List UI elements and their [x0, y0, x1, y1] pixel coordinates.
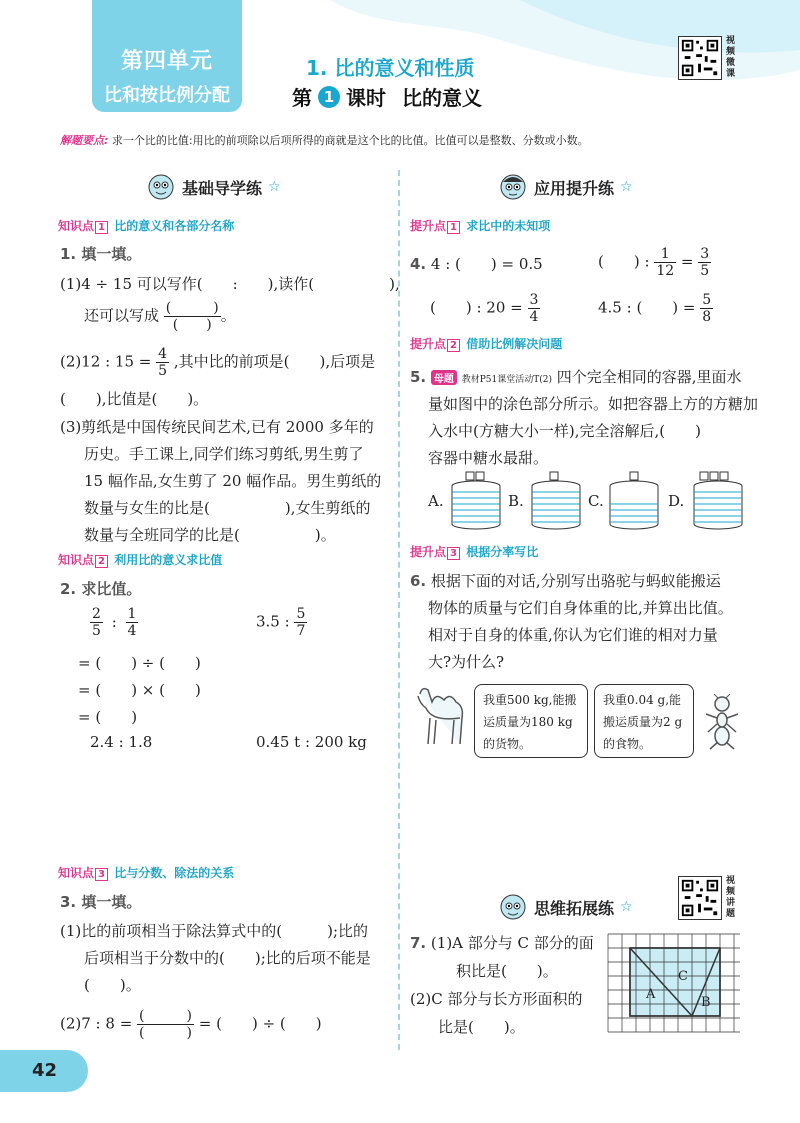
q2-step3: = ( ) [78, 708, 138, 726]
textbook-reference: 教材P51课堂活动T(2) [461, 375, 552, 385]
q7-2-line2: 比是( )。 [438, 1018, 525, 1036]
q4-d: 4.5 : ( ) = $\frac{5}{8}$ [598, 292, 712, 325]
kp-tag: 知识点 [58, 219, 95, 233]
qr-label-bottom: 视频讲题 [726, 876, 736, 919]
section-apply-title: 应用提升练 [534, 178, 615, 198]
q1-title: 1. 填一填。 [60, 245, 142, 263]
section-head-apply [498, 172, 633, 202]
camel-speech-bubble: 我重500 kg,能搬运质量为180 kg的货物。 [474, 684, 588, 758]
kp-title: 比与分数、除法的关系 [114, 866, 235, 880]
kp-title: 比的意义和各部分名称 [114, 219, 235, 233]
q1-1-blank-fraction[interactable]: $\frac{( )}{( )}$ [165, 300, 219, 333]
grid-figure [606, 932, 742, 1044]
kp-title: 利用比的意义求比值 [114, 553, 223, 567]
column-divider [398, 170, 400, 1050]
tip-text: 求一个比的比值:用比的前项除以后项所得的商就是这个比的比值。比值可以是整数、分数或小数。 [111, 134, 589, 147]
container-b [528, 470, 584, 532]
q1-3-line5: 数量与全班同学的比是( )。 [84, 526, 336, 544]
q4-c: ( ) : 20 = $\frac{3}{4}$ [430, 292, 539, 325]
mascot-icon [146, 172, 176, 202]
knowledge-point-2 [58, 551, 222, 568]
mascot-icon [498, 892, 528, 922]
qr-label-top: 视频微课 [726, 36, 736, 79]
lesson-suffix: 课时 [346, 86, 386, 110]
q3-2-line: (2)7 : 8 = $\frac{( )}{( )}$ = ( ) ÷ ( ) [60, 1008, 322, 1041]
up-title: 求比中的未知项 [466, 219, 551, 233]
star-icon: ☆ [620, 899, 633, 915]
q5-line2: 量如图中的涂色部分所示。如把容器上方的方糖加 [428, 395, 759, 413]
up-tag: 提升点 [410, 337, 447, 351]
q1-1-line1: (1)4 ÷ 15 可以写作( : ),读作( ), [60, 275, 400, 293]
q5-line1: 5. 母题 教材P51课堂活动T(2) 四个完全相同的容器,里面水 [410, 368, 742, 386]
q2-c-expression: 2.4 : 1.8 [90, 733, 153, 751]
q6-line3: 相对于自身的体重,你认为它们谁的相对力量 [428, 626, 718, 644]
lesson-number: 1 [318, 86, 340, 108]
container-c [606, 470, 662, 532]
q1-3-line1: (3)剪纸是中国传统民间艺术,已有 2000 多年的 [60, 418, 374, 436]
q7-1-line2: 积比是( )。 [456, 962, 558, 980]
qr-code-icon[interactable] [678, 36, 722, 80]
up-title: 借助比例解决问题 [466, 337, 563, 351]
up-tag: 提升点 [410, 219, 447, 233]
knowledge-point-3 [58, 864, 234, 881]
lesson-prefix: 第 [292, 86, 312, 110]
q5-line4: 容器中糖水最甜。 [428, 449, 549, 467]
section-title: 1. 比的意义和性质 [306, 56, 475, 80]
option-c-label[interactable]: C. [588, 492, 604, 510]
q7-1-line1: 7. (1)A 部分与 C 部分的面 [410, 934, 594, 952]
q2-a-expression: $\frac{2}{5}$ : $\frac{1}{4}$ [92, 606, 137, 639]
star-icon: ☆ [620, 179, 633, 195]
page-number: 42 [0, 1050, 88, 1092]
q1-2-line1 [60, 346, 375, 379]
q3-1-line1: (1)比的前项相当于除法算式中的( );比的 [60, 922, 369, 940]
q7-2-line1: (2)C 部分与长方形面积的 [410, 990, 583, 1008]
unit-title: 第四单元 [120, 49, 213, 74]
q2-d-expression: 0.45 t : 200 kg [256, 733, 367, 751]
q4-a: 4. 4 : ( ) = 0.5 [410, 255, 543, 273]
grid-label-c: C [678, 969, 688, 984]
container-d [688, 470, 748, 532]
lesson-title [292, 82, 482, 111]
up-title: 根据分率写比 [466, 545, 539, 559]
q4-b: ( ) : $\frac{1}{12}$ = $\frac{3}{5}$ [598, 246, 710, 279]
q3-title: 3. 填一填。 [60, 893, 142, 911]
q2-step1: = ( ) ÷ ( ) [78, 654, 201, 672]
kp-tag: 知识点 [58, 866, 95, 880]
qr-code-icon[interactable] [678, 876, 722, 920]
mother-question-badge: 母题 [431, 370, 457, 385]
up-number: 3 [447, 547, 460, 560]
q1-2-fraction: $\frac{4}{5}$ [158, 346, 168, 379]
q6-line1: 6. 根据下面的对话,分别写出骆驼与蚂蚁能搬运 [410, 572, 721, 590]
q3-2-blank-fraction[interactable]: $\frac{( )}{( )}$ [139, 1008, 192, 1041]
upgrade-point-1 [410, 217, 550, 234]
up-tag: 提升点 [410, 545, 447, 559]
up-number: 2 [447, 339, 460, 352]
grid-label-b: B [701, 995, 711, 1010]
kp-tag: 知识点 [58, 553, 95, 567]
container-a [448, 470, 504, 532]
grid-label-a: A [646, 987, 656, 1002]
option-a-label[interactable]: A. [428, 492, 444, 510]
section-head-extend [498, 892, 633, 922]
q3-1-line3: ( )。 [84, 976, 141, 994]
ant-illustration [700, 694, 744, 750]
q2-title: 2. 求比值。 [60, 580, 142, 598]
q1-1-line2: 还可以写成 $\frac{( )}{( )}$ 。 [84, 300, 236, 333]
kp-number: 1 [95, 221, 108, 234]
knowledge-point-1 [58, 217, 234, 234]
star-icon: ☆ [268, 179, 281, 195]
section-basic-title: 基础导学练 [182, 178, 263, 198]
option-d-label[interactable]: D. [668, 492, 685, 510]
q3-1-line2: 后项相当于分数中的( );比的后项不能是 [84, 949, 371, 967]
tip-tag: 解题要点: [60, 134, 109, 147]
q6-line2: 物体的质量与它们自身体重的比,并算出比值。 [428, 599, 733, 617]
q1-1-prefix: 还可以写成 [84, 306, 160, 325]
q1-2-line2: ( ),比值是( )。 [60, 390, 209, 408]
kp-number: 2 [95, 555, 108, 568]
q1-2-suffix: ,其中比的前项是( ),后项是 [173, 352, 376, 371]
unit-badge [92, 0, 242, 112]
section-head-basic [146, 172, 281, 202]
q1-3-line2: 历史。手工课上,同学们练习剪纸,男生剪了 [84, 445, 364, 463]
mascot-icon [498, 172, 528, 202]
section-extend-title: 思维拓展练 [534, 898, 615, 918]
lesson-name: 比的意义 [402, 86, 482, 110]
q2-b-expression: 3.5 : $\frac{5}{7}$ [256, 606, 306, 639]
q1-2-prefix: (2)12 : 15 = [60, 352, 152, 371]
tip-bar [60, 130, 750, 152]
upgrade-point-2 [410, 335, 562, 352]
up-number: 1 [447, 221, 460, 234]
q5-line3: 入水中(方糖大小一样),完全溶解后,( ) [428, 422, 701, 440]
kp-number: 3 [95, 868, 108, 881]
camel-illustration [412, 682, 472, 752]
ant-speech-bubble: 我重0.04 g,能搬运质量为2 g的食物。 [594, 684, 694, 758]
q1-3-line3: 15 幅作品,女生剪了 20 幅作品。男生剪纸的 [84, 472, 382, 490]
upgrade-point-3 [410, 543, 538, 560]
q2-step2: = ( ) × ( ) [78, 681, 201, 699]
q1-3-line4: 数量与女生的比是( ),女生剪纸的 [84, 499, 371, 517]
option-b-label[interactable]: B. [508, 492, 524, 510]
q6-line4: 大?为什么? [428, 653, 505, 671]
unit-subtitle: 比和按比例分配 [104, 85, 230, 106]
